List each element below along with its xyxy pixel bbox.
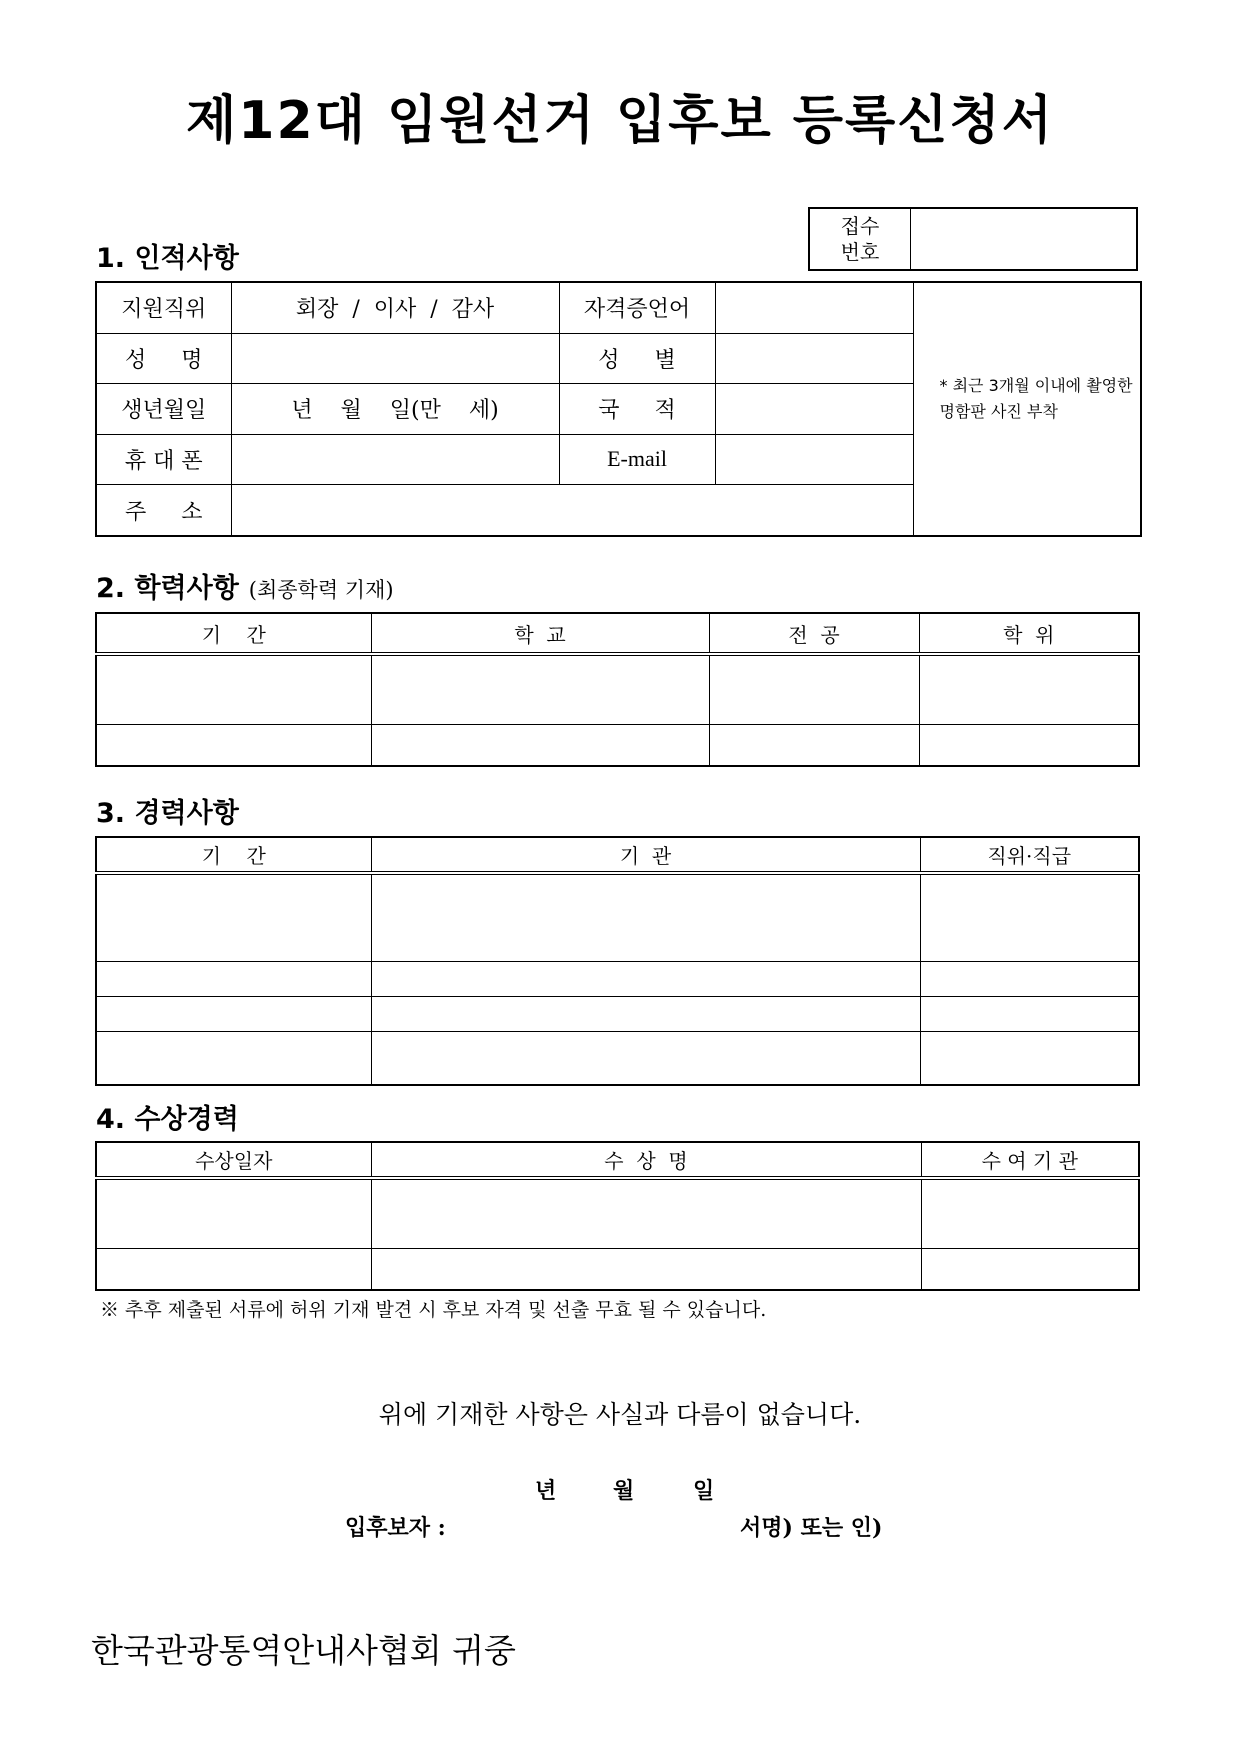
date-year: 년 [535,1478,557,1504]
career-header-position: 직위·직급 [920,837,1139,873]
section-education-title: 2. 학력사항 (최종학력 기재) [96,573,394,604]
career-cell[interactable] [371,961,920,996]
receipt-number-label: 접수 번호 [809,208,911,270]
candidate-label: 입후보자 : [345,1515,446,1541]
career-cell[interactable] [371,997,920,1032]
address-label: 주 소 [96,485,231,536]
photo-note: * 최근 3개월 이내에 촬영한 명함판 사진 부착 [939,376,1133,422]
awards-header-name: 수 상 명 [371,1142,921,1178]
career-header-organization: 기 관 [371,837,920,873]
awards-cell[interactable] [921,1248,1139,1290]
date-month: 월 [613,1478,635,1504]
awards-cell[interactable] [371,1248,921,1290]
table-row [96,724,1139,766]
education-cell[interactable] [919,724,1139,766]
table-row [96,997,1139,1032]
awards-cell[interactable] [96,1178,371,1248]
awards-table [95,1141,1140,1291]
career-cell[interactable] [371,873,920,961]
table-row [96,1032,1139,1085]
career-table [95,836,1140,1086]
section-career-title: 3. 경력사항 [96,798,239,829]
awards-header-date: 수상일자 [96,1142,371,1178]
receipt-number-box [808,207,1138,271]
awards-cell[interactable] [96,1248,371,1290]
phone-field[interactable] [231,434,559,484]
name-label: 성 명 [96,333,231,383]
section-awards-title: 4. 수상경력 [96,1104,239,1135]
career-cell[interactable] [371,1032,920,1085]
education-cell[interactable] [371,654,709,724]
receipt-number-field[interactable] [911,208,1138,270]
birth-label: 생년월일 [96,384,231,434]
education-cell[interactable] [919,654,1139,724]
false-info-notice: ※ 추후 제출된 서류에 허위 기재 발견 시 후보 자격 및 선출 무효 될 수 있습니다. [100,1299,767,1321]
education-cell[interactable] [96,724,371,766]
table-row [96,1178,1139,1248]
table-row [96,873,1139,961]
gender-field[interactable] [715,333,913,383]
birth-field[interactable]: 년 월 일(만 세) [231,384,559,434]
address-field[interactable] [231,485,913,536]
career-cell[interactable] [920,997,1139,1032]
career-cell[interactable] [96,1032,371,1085]
section-personal-title: 1. 인적사항 [96,243,239,274]
education-cell[interactable] [709,724,919,766]
career-cell[interactable] [96,873,371,961]
education-header-major: 전 공 [709,613,919,654]
career-cell[interactable] [920,961,1139,996]
name-field[interactable] [231,333,559,383]
signature-field[interactable] [470,1508,720,1538]
section-education-note: (최종학력 기재) [248,578,394,602]
certificate-language-label: 자격증언어 [559,282,715,333]
career-header-period: 기 간 [96,837,371,873]
career-cell[interactable] [96,997,371,1032]
awards-cell[interactable] [371,1178,921,1248]
gender-label: 성 별 [559,333,715,383]
awards-header-issuer: 수 여 기 관 [921,1142,1139,1178]
page-title: 제12대 임원선거 입후보 등록신청서 [186,91,1054,151]
personal-info-table [95,281,1142,537]
education-header-period: 기 간 [96,613,371,654]
date-day: 일 [693,1478,715,1504]
education-cell[interactable] [709,654,919,724]
photo-area [913,282,1141,536]
awards-cell[interactable] [921,1178,1139,1248]
education-cell[interactable] [371,724,709,766]
career-cell[interactable] [920,1032,1139,1085]
email-field[interactable] [715,434,913,484]
addressee: 한국관광통역안내사협회 귀중 [91,1631,516,1670]
table-row [96,654,1139,724]
phone-label: 휴 대 폰 [96,434,231,484]
table-row [96,1248,1139,1290]
position-label: 지원직위 [96,282,231,333]
nationality-label: 국 적 [559,384,715,434]
education-table [95,612,1140,767]
certificate-language-field[interactable] [715,282,913,333]
career-cell[interactable] [920,873,1139,961]
signature-suffix: 서명) 또는 인) [740,1515,883,1541]
nationality-field[interactable] [715,384,913,434]
career-cell[interactable] [96,961,371,996]
education-header-degree: 학 위 [919,613,1139,654]
education-cell[interactable] [96,654,371,724]
email-label: E-mail [559,434,715,484]
position-options[interactable]: 회장 / 이사 / 감사 [231,282,559,333]
table-row [96,961,1139,996]
education-header-school: 학 교 [371,613,709,654]
confirmation-statement: 위에 기재한 사항은 사실과 다름이 없습니다. [378,1400,862,1429]
